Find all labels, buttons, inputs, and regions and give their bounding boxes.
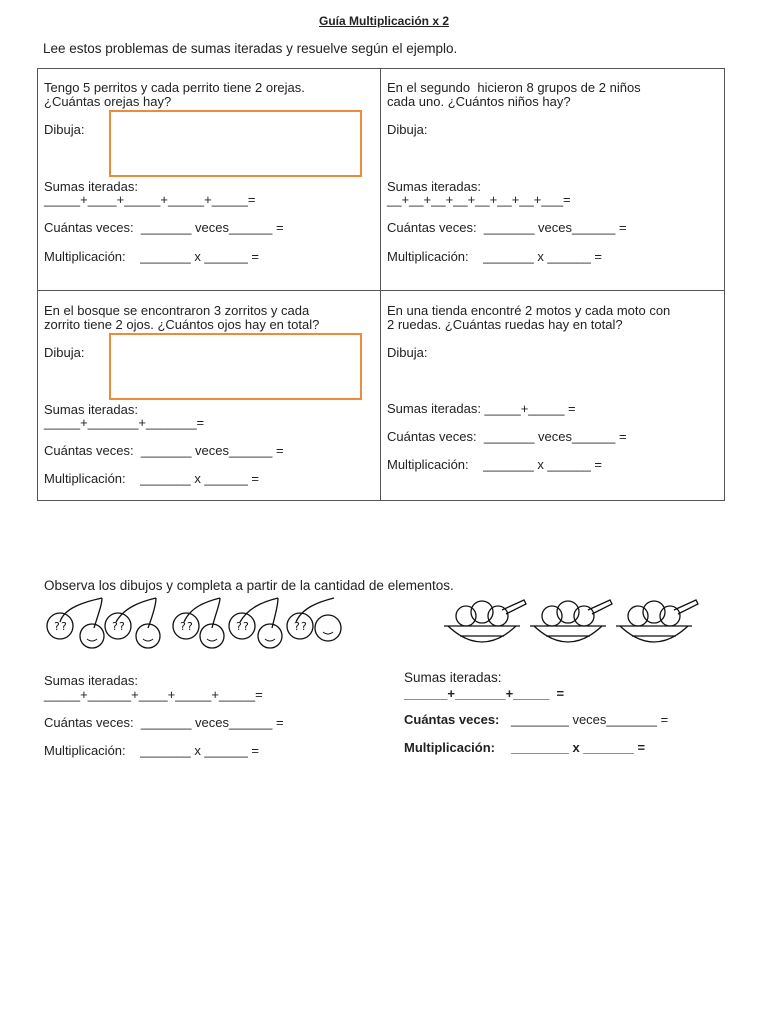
- svg-text:?: ?: [180, 620, 186, 633]
- problem-2-text-line2: cada uno. ¿Cuántos niños hay?: [387, 94, 571, 109]
- problem-3-veces[interactable]: Cuántas veces: _______ veces______ =: [44, 443, 284, 458]
- problem-4-multiplicacion[interactable]: Multiplicación: _______ x ______ =: [387, 457, 603, 472]
- icecream-mult-blanks[interactable]: ________ x _______ =: [511, 740, 646, 755]
- problem-2-sumas-blanks[interactable]: __+__+__+__+__+__+__+___=: [387, 192, 571, 207]
- problem-2-sumas-label: Sumas iteradas:: [387, 179, 481, 194]
- cherries-sumas-blanks[interactable]: _____+______+____+_____+_____=: [44, 687, 263, 702]
- problem-2-veces[interactable]: Cuántas veces: _______ veces______ =: [387, 220, 627, 235]
- table-divider-horizontal: [37, 290, 724, 291]
- problem-1-dibuja-label: Dibuja:: [44, 122, 85, 137]
- svg-text:?: ?: [112, 620, 118, 633]
- problem-4-sumas[interactable]: Sumas iteradas: _____+_____ =: [387, 401, 576, 416]
- ice-cream-bowls-illustration: [440, 596, 702, 652]
- svg-text:?: ?: [119, 620, 125, 633]
- svg-text:?: ?: [294, 620, 300, 633]
- instructions: Lee estos problemas de sumas iteradas y resuelve según el ejemplo.: [43, 41, 458, 56]
- problem-1-veces[interactable]: Cuántas veces: _______ veces______ =: [44, 220, 284, 235]
- problem-1-multiplicacion[interactable]: Multiplicación: _______ x ______ =: [44, 249, 260, 264]
- icecream-veces-blanks[interactable]: ________ veces_______ =: [511, 712, 669, 727]
- problem-2-dibuja-label: Dibuja:: [387, 122, 428, 137]
- problem-3-sumas-label: Sumas iteradas:: [44, 402, 138, 417]
- problem-1-text-line1: Tengo 5 perritos y cada perrito tiene 2 orejas.: [44, 80, 305, 95]
- icecream-sumas-label: Sumas iteradas:: [404, 670, 502, 685]
- icecream-sumas-blanks[interactable]: ______+_______+_____ =: [404, 686, 565, 701]
- svg-text:?: ?: [187, 620, 193, 633]
- problem-3-text-line1: En el bosque se encontraron 3 zorritos y cada: [44, 303, 310, 318]
- svg-text:?: ?: [54, 620, 60, 633]
- cherries-veces[interactable]: Cuántas veces: _______ veces______ =: [44, 715, 284, 730]
- problem-3-drawing-box[interactable]: [109, 333, 362, 400]
- problem-3-multiplicacion[interactable]: Multiplicación: _______ x ______ =: [44, 471, 260, 486]
- svg-text:?: ?: [301, 620, 307, 633]
- problem-3-text-line2: zorrito tiene 2 ojos. ¿Cuántos ojos hay en total?: [44, 317, 320, 332]
- problem-4-veces[interactable]: Cuántas veces: _______ veces______ =: [387, 429, 627, 444]
- observa-instruction: Observa los dibujos y completa a partir de la cantidad de elementos.: [44, 578, 454, 593]
- problem-4-text-line2: 2 ruedas. ¿Cuántas ruedas hay en total?: [387, 317, 623, 332]
- problem-2-multiplicacion[interactable]: Multiplicación: _______ x ______ =: [387, 249, 603, 264]
- icecream-veces-label: Cuántas veces:: [404, 712, 500, 727]
- problem-4-text-line1: En una tienda encontré 2 motos y cada moto con: [387, 303, 671, 318]
- svg-text:?: ?: [236, 620, 242, 633]
- cherries-illustration: [44, 596, 364, 652]
- table-divider-vertical: [380, 68, 381, 500]
- page-title: Guía Multiplicación x 2: [318, 14, 450, 28]
- problem-1-sumas-blanks[interactable]: _____+____+_____+_____+_____=: [44, 192, 256, 207]
- svg-text:?: ?: [243, 620, 249, 633]
- svg-text:?: ?: [61, 620, 67, 633]
- problem-1-text-line2: ¿Cuántas orejas hay?: [44, 94, 172, 109]
- cherries-sumas-label: Sumas iteradas:: [44, 673, 138, 688]
- problem-1-sumas-label: Sumas iteradas:: [44, 179, 138, 194]
- icecream-mult-label: Multiplicación:: [404, 740, 495, 755]
- problem-3-dibuja-label: Dibuja:: [44, 345, 85, 360]
- cherries-multiplicacion[interactable]: Multiplicación: _______ x ______ =: [44, 743, 260, 758]
- problem-2-text-line1: En el segundo hicieron 8 grupos de 2 niños: [387, 80, 641, 95]
- problem-4-dibuja-label: Dibuja:: [387, 345, 428, 360]
- problem-3-sumas-blanks[interactable]: _____+_______+_______=: [44, 415, 205, 430]
- problem-1-drawing-box[interactable]: [109, 110, 362, 177]
